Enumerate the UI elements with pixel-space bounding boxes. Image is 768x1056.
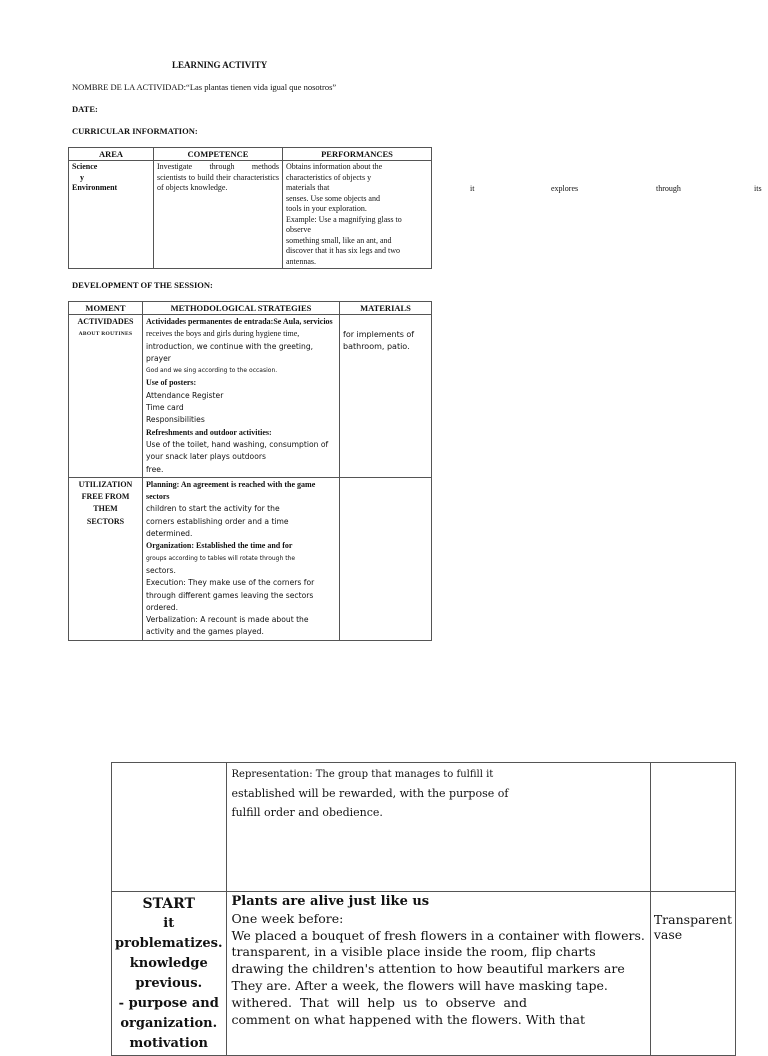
plants-line: withered. That will help us to observe and bbox=[231, 994, 527, 1010]
header-materials: MATERIALS bbox=[340, 302, 432, 315]
strategies-cell bbox=[143, 477, 340, 640]
start-line: motivation bbox=[129, 1036, 208, 1051]
plants-line: We placed a bouquet of fresh flowers in a container with flowers. bbox=[231, 927, 645, 943]
strategy-line: Organization: Established the time and for bbox=[146, 541, 293, 551]
stray-word: it bbox=[470, 184, 475, 193]
moment-line: UTILIZATION bbox=[78, 479, 133, 489]
competence-cell: Investigate through methods scientists to build their characteristics of objects knowledge. bbox=[154, 161, 283, 269]
stray-word: explores bbox=[551, 184, 579, 193]
development-label: DEVELOPMENT OF THE SESSION: bbox=[72, 280, 213, 290]
plants-title: Plants are alive just like us bbox=[231, 894, 430, 909]
start-cell bbox=[112, 892, 227, 1056]
perf-line: Example: Use a magnifying glass to observe bbox=[286, 214, 402, 234]
strategy-line: sectors. bbox=[146, 565, 176, 575]
perf-line: something small, like an ant, and bbox=[286, 235, 392, 245]
header-area: AREA bbox=[69, 148, 154, 161]
strategy-line: introduction, we continue with the greeting, prayer bbox=[146, 341, 314, 363]
materials-cell bbox=[340, 315, 432, 478]
strategy-line: Verbalization: A recount is made about the bbox=[146, 615, 309, 625]
date-label: DATE: bbox=[72, 104, 98, 114]
performances-cell bbox=[283, 161, 432, 269]
area-cell bbox=[69, 161, 154, 269]
continuation-materials-cell bbox=[650, 763, 735, 892]
start-line: START bbox=[142, 896, 195, 912]
perf-line: Obtains information about the bbox=[286, 162, 383, 171]
start-line: knowledge bbox=[129, 956, 208, 971]
materials-line: bathroom, patio. bbox=[343, 342, 410, 351]
strategy-line: Time card bbox=[146, 403, 184, 413]
vase-cell bbox=[650, 892, 735, 1056]
strategy-line: Use of the toilet, hand washing, consumption of bbox=[146, 439, 329, 449]
curricular-label: CURRICULAR INFORMATION: bbox=[72, 126, 198, 136]
header-strategies: METHODOLOGICAL STRATEGIES bbox=[143, 302, 340, 315]
start-line: - purpose and bbox=[118, 996, 219, 1011]
area-line: Science bbox=[72, 162, 98, 171]
materials-line: Transparent vase bbox=[653, 912, 732, 942]
strategy-line: ordered. bbox=[146, 602, 178, 612]
start-line: it problematizes. bbox=[115, 916, 223, 951]
header-moment: MOMENT bbox=[69, 302, 143, 315]
strategy-line: free. bbox=[146, 464, 164, 474]
page-title: LEARNING ACTIVITY bbox=[172, 60, 268, 70]
strategy-line: your snack later plays outdoors bbox=[146, 452, 266, 462]
strategy-line: receives the boys and girls during hygiene time, bbox=[146, 329, 300, 339]
area-line: y bbox=[80, 172, 84, 182]
plants-line: comment on what happened with the flowers. With that bbox=[231, 1011, 585, 1027]
start-line: previous. bbox=[135, 976, 203, 991]
strategy-line: Refreshments and outdoor activities: bbox=[146, 427, 272, 437]
moment-line: THEM bbox=[93, 504, 118, 514]
strategy-line: groups according to tables will rotate through the bbox=[146, 554, 296, 562]
strategy-line: children to start the activity for the bbox=[146, 504, 280, 514]
strategy-line: Attendance Register bbox=[146, 390, 224, 400]
plants-line: drawing the children's attention to how beautiful markers are bbox=[231, 961, 625, 977]
moment-line: FREE FROM bbox=[81, 492, 130, 502]
moment-line: SECTORS bbox=[86, 516, 125, 526]
representation-line: established will be rewarded, with the purpose of bbox=[231, 787, 509, 800]
moment-cell bbox=[69, 477, 143, 640]
materials-line: for implements of bbox=[343, 330, 415, 339]
strategy-line: Actividades permanentes de entrada:Se Aula, servicios bbox=[146, 317, 333, 326]
continuation-moment-cell bbox=[112, 763, 227, 892]
continuation-table bbox=[111, 762, 736, 1056]
header-performances: PERFORMANCES bbox=[283, 148, 432, 161]
start-line: organization. bbox=[120, 1016, 218, 1031]
strategy-line: determined. bbox=[146, 529, 193, 539]
moment-cell bbox=[69, 315, 143, 478]
strategy-line: activity and the games played. bbox=[146, 627, 264, 637]
moment-title: ACTIVIDADES bbox=[77, 317, 134, 326]
plants-line: transparent, in a visible place inside the room, flip charts bbox=[231, 944, 596, 960]
stray-word: its bbox=[754, 184, 762, 193]
perf-line: characteristics of objects y bbox=[286, 172, 372, 182]
strategy-line: Responsibilities bbox=[146, 415, 205, 425]
development-table bbox=[68, 301, 432, 641]
representation-line: fulfill order and obedience. bbox=[231, 806, 383, 819]
curricular-table bbox=[68, 147, 432, 269]
strategy-line: Execution: They make use of the corners for bbox=[146, 578, 315, 588]
representation-cell bbox=[226, 763, 650, 892]
perf-line: discover that it has six legs and two bbox=[286, 246, 400, 255]
strategy-line: Planning: An agreement is reached with the game sectors bbox=[146, 479, 316, 502]
perf-line: tools in your exploration. bbox=[286, 204, 367, 213]
strategy-line: corners establishing order and a time bbox=[146, 516, 289, 526]
header-competence: COMPETENCE bbox=[154, 148, 283, 161]
moment-subtitle: ABOUT ROUTINES bbox=[78, 331, 133, 338]
representation-line: Representation: The group that manages to fulfill it bbox=[231, 769, 494, 780]
strategies-cell bbox=[143, 315, 340, 478]
plants-cell bbox=[226, 892, 650, 1056]
materials-cell bbox=[340, 477, 432, 640]
plants-line: One week before: bbox=[231, 910, 344, 926]
strategy-line: God and we sing according to the occasion. bbox=[146, 367, 278, 375]
perf-line: senses. Use some objects and bbox=[286, 193, 380, 203]
area-line: Environment bbox=[72, 183, 118, 192]
perf-line: materials that bbox=[286, 183, 330, 192]
strategy-line: through different games leaving the sectors bbox=[146, 590, 314, 600]
plants-line: They are. After a week, the flowers will have masking tape. bbox=[231, 977, 608, 993]
stray-word: through bbox=[656, 184, 681, 193]
perf-line: antennas. bbox=[286, 256, 316, 266]
strategy-line: Use of posters: bbox=[146, 378, 197, 388]
activity-name: NOMBRE DE LA ACTIVIDAD:“Las plantas tienen vida igual que nosotros” bbox=[72, 82, 337, 92]
